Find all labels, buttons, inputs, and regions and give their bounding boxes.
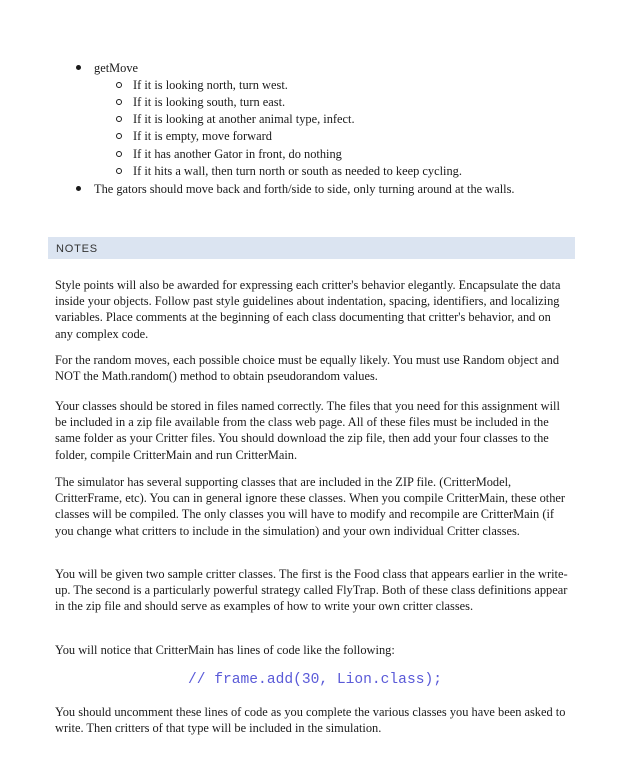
- notes-paragraph: Style points will also be awarded for expressing each critter's behavior elegantly. Encapsulate the data inside your objects. Follow past style guidelines about indentation, spacing, identifiers, and localizing variables. Place comments at the beginning of each class documenting that critter's behavior, and on any complex code.: [55, 278, 561, 341]
- sub-item: [133, 128, 272, 144]
- sub-item-text: If it has another Gator in front, do nothing: [133, 147, 342, 161]
- sub-item-text: If it is looking at another animal type, infect.: [133, 112, 355, 126]
- hollow-circle-bullet-icon: [116, 99, 122, 105]
- sub-item: [133, 163, 462, 179]
- bullet-dot-icon: [76, 65, 81, 70]
- notes-heading-bar: [48, 237, 575, 259]
- bullet-getmove: [94, 60, 138, 76]
- notes-title: NOTES: [56, 243, 98, 255]
- hollow-circle-bullet-icon: [116, 168, 122, 174]
- getmove-label: getMove: [94, 61, 139, 75]
- sub-item: [133, 77, 288, 93]
- sub-item: [133, 94, 285, 110]
- sub-item-text: If it is looking south, turn east.: [133, 95, 286, 109]
- bullet-dot-icon: [76, 186, 81, 191]
- sub-item-text: If it is looking north, turn west.: [133, 78, 288, 92]
- notes-paragraph: The simulator has several supporting classes that are included in the ZIP file. (CritterModel, CritterFrame, etc). You can in general ignore these classes. When you compile CritterMain, these other classes will be compiled. The only classes you will have to modify and recompile are CritterMain (if you change what critters to include in the simulation) and your own individual Critter classes.: [55, 475, 566, 538]
- hollow-circle-bullet-icon: [116, 82, 122, 88]
- bullet-gators: [94, 181, 515, 197]
- hollow-circle-bullet-icon: [116, 151, 122, 157]
- notes-paragraph: You will be given two sample critter classes. The first is the Food class that appears earlier in the write-up. The second is a particularly powerful strategy called FlyTrap. Both of these class definitions appear in the zip file and should serve as examples of how to write your own critter classes.: [55, 567, 568, 614]
- sub-item-text: If it hits a wall, then turn north or south as needed to keep cycling.: [133, 164, 462, 178]
- notes-paragraph: Your classes should be stored in files named correctly. The files that you need for this assignment will be included in a zip file available from the class web page. All of these files must be included in the same folder as your Critter files. You should download the zip file, then add your four classes to the folder, compile CritterMain and run CritterMain.: [55, 399, 560, 462]
- hollow-circle-bullet-icon: [116, 116, 122, 122]
- sub-item: [133, 111, 355, 127]
- sub-item-text: If it is empty, move forward: [133, 129, 272, 143]
- sub-item: [133, 146, 342, 162]
- notes-paragraph: You will notice that CritterMain has lines of code like the following:: [55, 643, 395, 657]
- notes-paragraph: You should uncomment these lines of code as you complete the various classes you have been asked to write. Then critters of that type will be included in the simulation.: [55, 705, 566, 736]
- code-snippet: // frame.add(30, Lion.class);: [188, 672, 442, 688]
- notes-paragraph: For the random moves, each possible choice must be equally likely. You must use Random object and NOT the Math.random() method to obtain pseudorandom values.: [55, 353, 560, 384]
- hollow-circle-bullet-icon: [116, 133, 122, 139]
- gators-note: The gators should move back and forth/side to side, only turning around at the walls.: [94, 182, 515, 196]
